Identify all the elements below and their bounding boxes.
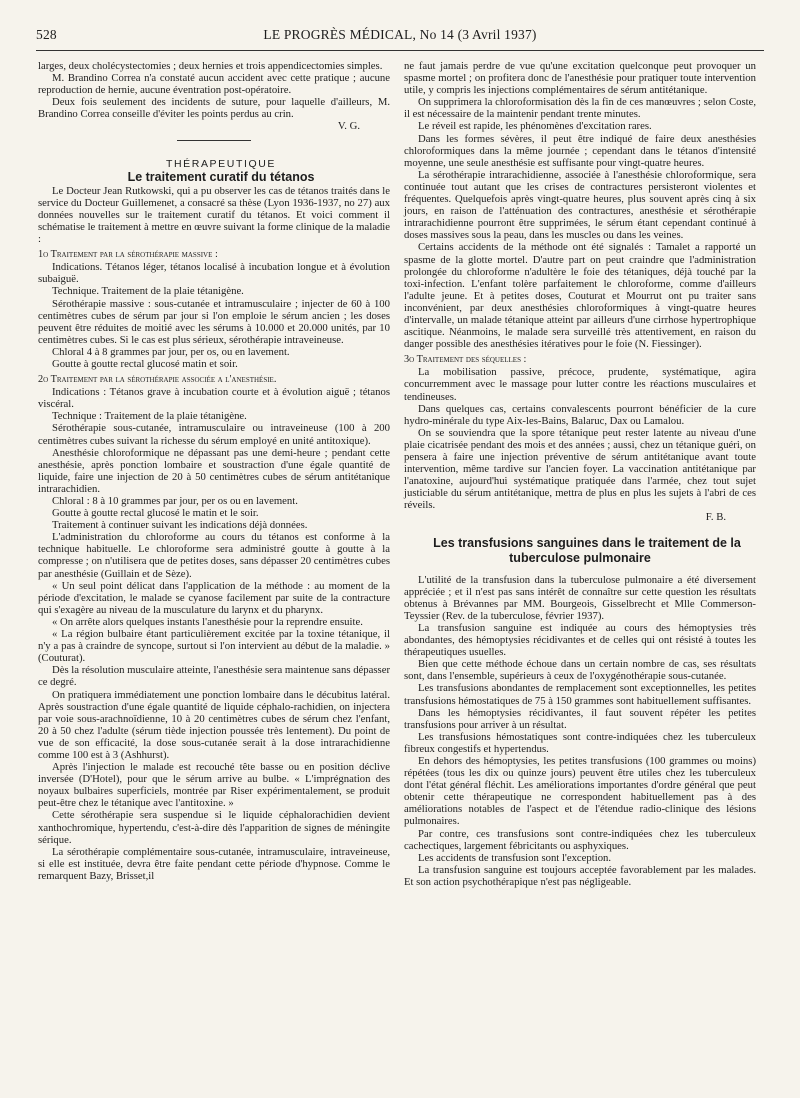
paragraph: Deux fois seulement des incidents de suture, pour laquelle d'ailleurs, M. Brandino Correa conseille d'éviter les points perdus au crin. [38,96,390,121]
running-header [36,27,764,47]
article-title: Les transfusions sanguines dans le traitement de la tuberculose pulmonaire [433,535,741,565]
header-rule [36,50,764,51]
paragraph: Anesthésie chloroformique ne dépassant pas une demi-heure ; pendant cette anesthésie, après ponction lombaire et soustraction d'une égale quantité de liquide, faire une injection de 20 à 50 centimètres cubes de sérum antitétanique intrarachidien. [38,446,390,495]
paragraph: Goutte à goutte rectal glucosé matin et soir. [52,357,238,370]
paragraph: « Un seul point délicat dans l'application de la méthode : au moment de la période d'excitation, le malade se cyanose facilement par suite de la contracture qui s'exagère au niveau de la musculature du larynx et du pharynx. [38,579,390,616]
paragraph: Chloral 4 à 8 grammes par jour, per os, ou en lavement. [52,345,290,358]
paragraph: La mobilisation passive, précoce, prudente, systématique, agira concurremment avec le massage pour lutter contre les réactions musculaires et tendineuses. [404,366,756,403]
paragraph: Les transfusions abondantes de remplacement sont exceptionnelles, les petites transfusions hémostatiques de 75 à 150 grammes sont habituellement suffisantes. [404,682,756,707]
subheading: 2o Traitement par la sérothérapie associée a l'anesthésie. [38,374,277,386]
paragraph: Sérothérapie massive : sous-cutanée et intramusculaire ; injecter de 60 à 100 centimètres cubes de sérum par jour si l'on emploie le sérum ancien ; les doses peuvent être réduites de moitié avec les sérums à 10.000 et 20.000 unités, par 10 centimètres cubes. Si le cas est plus sérieux, sérothérapie intraveineuse. [38,297,390,346]
paragraph: On supprimera la chloroformisation dès la fin de ces manœuvres ; selon Coste, il est nécessaire de la maintenir pendant trente minutes. [404,96,756,121]
paragraph: Dans quelques cas, certains convalescents pourront bénéficier de la cure hydro-minérale du type Aix-les-Bains, Balaruc, Dax ou Lamalou. [404,402,756,427]
paragraph: On se souviendra que la spore tétanique peut rester latente au niveau d'une plaie cicatrisée pendant des mois et des années ; aussi, chez un tétanique guéri, on pensera à faire une injection préventive de sérum antitétanique avant toute intervention, même tardive sur l'ancien foyer. La vaccination antitétanique par l'anatoxine, aujourd'hui systématique pratiquée dans l'armée, chez tout sujet justiciable du sérum antitétanique, mettra de plus en plus les sujets à l'abri de ces réveils. [404,426,756,512]
paragraph: « On arrête alors quelques instants l'anesthésie pour la reprendre ensuite. [52,615,363,628]
paragraph: Le réveil est rapide, les phénomènes d'excitation rares. [418,120,652,133]
paragraph: Technique. Traitement de la plaie tétanigène. [52,285,244,298]
page-number: 528 [36,27,57,42]
signature: V. G. [337,120,360,133]
paragraph: Goutte à goutte rectal glucosé le matin et le soir. [52,507,259,520]
paragraph: Indications. Tétanos léger, tétanos localisé à incubation longue et à évolution subaiguë. [38,261,390,286]
paragraph: Par contre, ces transfusions sont contre-indiquées chez les tuberculeux cachectiques, largement fébricitants ou asphyxiques. [404,827,756,852]
paragraph: Le Docteur Jean Rutkowski, qui a pu observer les cas de tétanos traités dans le service du Docteur Guillemenet, a consacré sa thèse (Lyon 1936-1937, no 27) aux données nouvelles sur le traitement curatif du tétanos. Et voici comment il schématise le traitement à mettre en œuvre suivant la forme clinique de la maladie : [38,184,390,246]
paragraph: Après l'injection le malade est recouché tête basse ou en position déclive inversée (D'Hotel), pour que le sérum arrive au bulbe. « L'imprégnation des noyaux bulbaires superficiels, montrée par Riser expérimentalement, se produit peut-être chez le tétanique avec l'antitoxine. » [38,761,390,810]
left-column [38,60,390,882]
section-label: THÉRAPEUTIQUE [165,157,277,170]
running-title: LE PROGRÈS MÉDICAL, No 14 (3 Avril 1937) [263,27,537,42]
paragraph: larges, deux cholécystectomies ; deux hernies et trois appendicectomies simples. [38,60,383,72]
paragraph: Sérothérapie sous-cutanée, intramusculaire ou intraveineuse (100 à 200 centimètres cubes suivant la richesse du sérum employé en unité antitoxique). [38,422,390,447]
paragraph: La sérothérapie intrarachidienne, associée à l'anesthésie chloroformique, sera continuée tout autant que les crises de contractures persisteront violentes et fréquentes. Quelquefois après vingt-quatre heures, plus souvent après cinq à six jours, en raison de l'atténuation des contractures, anesthésie et sérothérapie intrarachidienne pourront être supprimées, le sérum étant cependant continué à doses massives sous la peau, dans les muscles ou dans les veines. [404,168,756,242]
paragraph: L'utilité de la transfusion dans la tuberculose pulmonaire a été diversement appréciée ; et il n'est pas sans intérêt de connaître sur cette question les résultats obtenus à Brévannes par MM. Bourgeois, Gisselbrecht et Mlle Commerson-Teyssier (Rev. de la tuberculose, février 1937). [404,573,756,622]
paragraph: Cette sérothérapie sera suspendue si le liquide céphalorachidien devient xanthochromique, hypertendu, c'est-à-dire dès l'apparition de signes de méningite sérique. [38,809,390,846]
signature: F. B. [705,511,726,524]
right-column [404,60,756,888]
paragraph: Bien que cette méthode échoue dans un certain nombre de cas, ses résultats sont, dans l'ensemble, supérieurs à ceux de l'oxygénothérapie sous-cutanée. [404,658,756,683]
paragraph: Traitement à continuer suivant les indications déjà données. [52,519,308,532]
paragraph: ne faut jamais perdre de vue qu'une excitation quelconque peut provoquer un spasme mortel ; on profitera donc de l'anesthésie pour pratiquer toute intervention utile, y compris les injections complémentaires de sérum antitétanique. [404,60,756,97]
paragraph: Indications : Tétanos grave à incubation courte et à évolution aiguë ; tétanos viscéral. [38,386,390,411]
subheading: 1o Traitement par la sérothérapie massive : [38,249,218,261]
paragraph: Les accidents de transfusion sont l'exception. [418,851,612,864]
paragraph: La transfusion sanguine est toujours acceptée favorablement par les malades. Et son action psychothérapique n'est pas négligeable. [404,863,756,888]
paragraph: L'administration du chloroforme au cours du tétanos est conforme à la technique habituelle. Le chloroforme sera administré goutte à goutte à la compresse ; on n'utilisera que de petites doses, sans dépasser 20 centimètres cubes par anesthésie (Guillain et de Sèze). [38,531,390,580]
paragraph: Les transfusions hémostatiques sont contre-indiquées chez les tuberculeux fibreux congestifs et hypertendus. [404,730,756,755]
paragraph: En dehors des hémoptysies, les petites transfusions (100 grammes ou moins) répétées (tous les dix ou quinze jours) peuvent être utiles chez les tuberculeux dont l'état général fléchit. Les améliorations importantes d'ordre général que peut obtenir cette thérapeutique ne correspondent habituellement pas à des améliorations notables de l'aspect et de l'étendue radio-clinique des lésions pulmonaires. [404,754,756,828]
paragraph: Dans les formes sévères, il peut être indiqué de faire deux anesthésies chloroformiques dans la même journée ; cependant dans le tétanos d'intensité moyenne, une seule anesthésie est suffisante pour vingt-quatre heures. [404,132,756,169]
paragraph: Chloral : 8 à 10 grammes par jour, per os ou en lavement. [52,495,298,507]
paragraph: Dans les hémoptysies récidivantes, il faut souvent répéter les petites transfusions pour arriver à un résultat. [404,706,756,731]
paragraph: Technique : Traitement de la plaie tétanigène. [52,410,247,423]
subheading: 3o Traitement des séquelles : [404,354,527,366]
paragraph: « La région bulbaire étant particulièrement excitée par la toxine tétanique, il n'y a pas à craindre de syncope, surtout si l'on intervient au début de la maladie. » (Couturat). [38,628,390,665]
paragraph: On pratiquera immédiatement une ponction lombaire dans le décubitus latéral. Après soustraction d'une égale quantité de liquide céphalo-rachidien, on injectera par voie sous-arachnoïdienne, 10 à 20 centimètres cubes de sérum chez l'enfant, 20 à 50 chez l'adulte (sérum tiède injection poussée très lentement). Du point de vue de son efficacité, la dose sous-cutanée serait à la dose intrarachidienne comme 100 est à 3 (Ashhurst). [38,688,390,761]
paragraph: La sérothérapie complémentaire sous-cutanée, intramusculaire, intraveineuse, si elle est instituée, devra être faite pendant cette période d'hypnose. Comme le remarquent Bazy, Brisset,il [38,845,390,882]
paragraph: La transfusion sanguine est indiquée au cours des hémoptysies très abondantes, des hémoptysies récidivantes et de celles qui ont résisté à toutes les thérapeutiques usuelles. [404,621,756,659]
paragraph: M. Brandino Correa n'a constaté aucun accident avec cette pratique ; aucune reproduction de hernie, aucune éventration post-opératoire. [38,72,390,97]
paragraph: Certains accidents de la méthode ont été signalés : Tamalet a rapporté un spasme de la glotte mortel. D'autre part on peut craindre que l'administration prolongée du chloroforme n'adultère le foie des tétaniques, déjà touché par la toxi-infection. L'enfant tolère parfaitement le chloroforme, comme d'ailleurs l'adulte jeune. Et à petites doses, Couturat et Mourrut ont pu traiter sans inconvénient, par deux anesthésies chloroformiques à vingt-quatre heures d'intervalle, un malade tétanique atteint par ailleurs d'une cirrhose hypertrophique ascitique. Néanmoins, le malade sera surveillé très attentivement, en raison du danger possible des anesthésies itératives pour le foie (N. Fiessinger). [404,241,756,351]
separator-rule [177,140,251,141]
article-title: Le traitement curatif du tétanos [127,169,315,184]
paragraph: Dès la résolution musculaire atteinte, l'anesthésie sera maintenue sans dépasser ce degré. [38,664,390,689]
